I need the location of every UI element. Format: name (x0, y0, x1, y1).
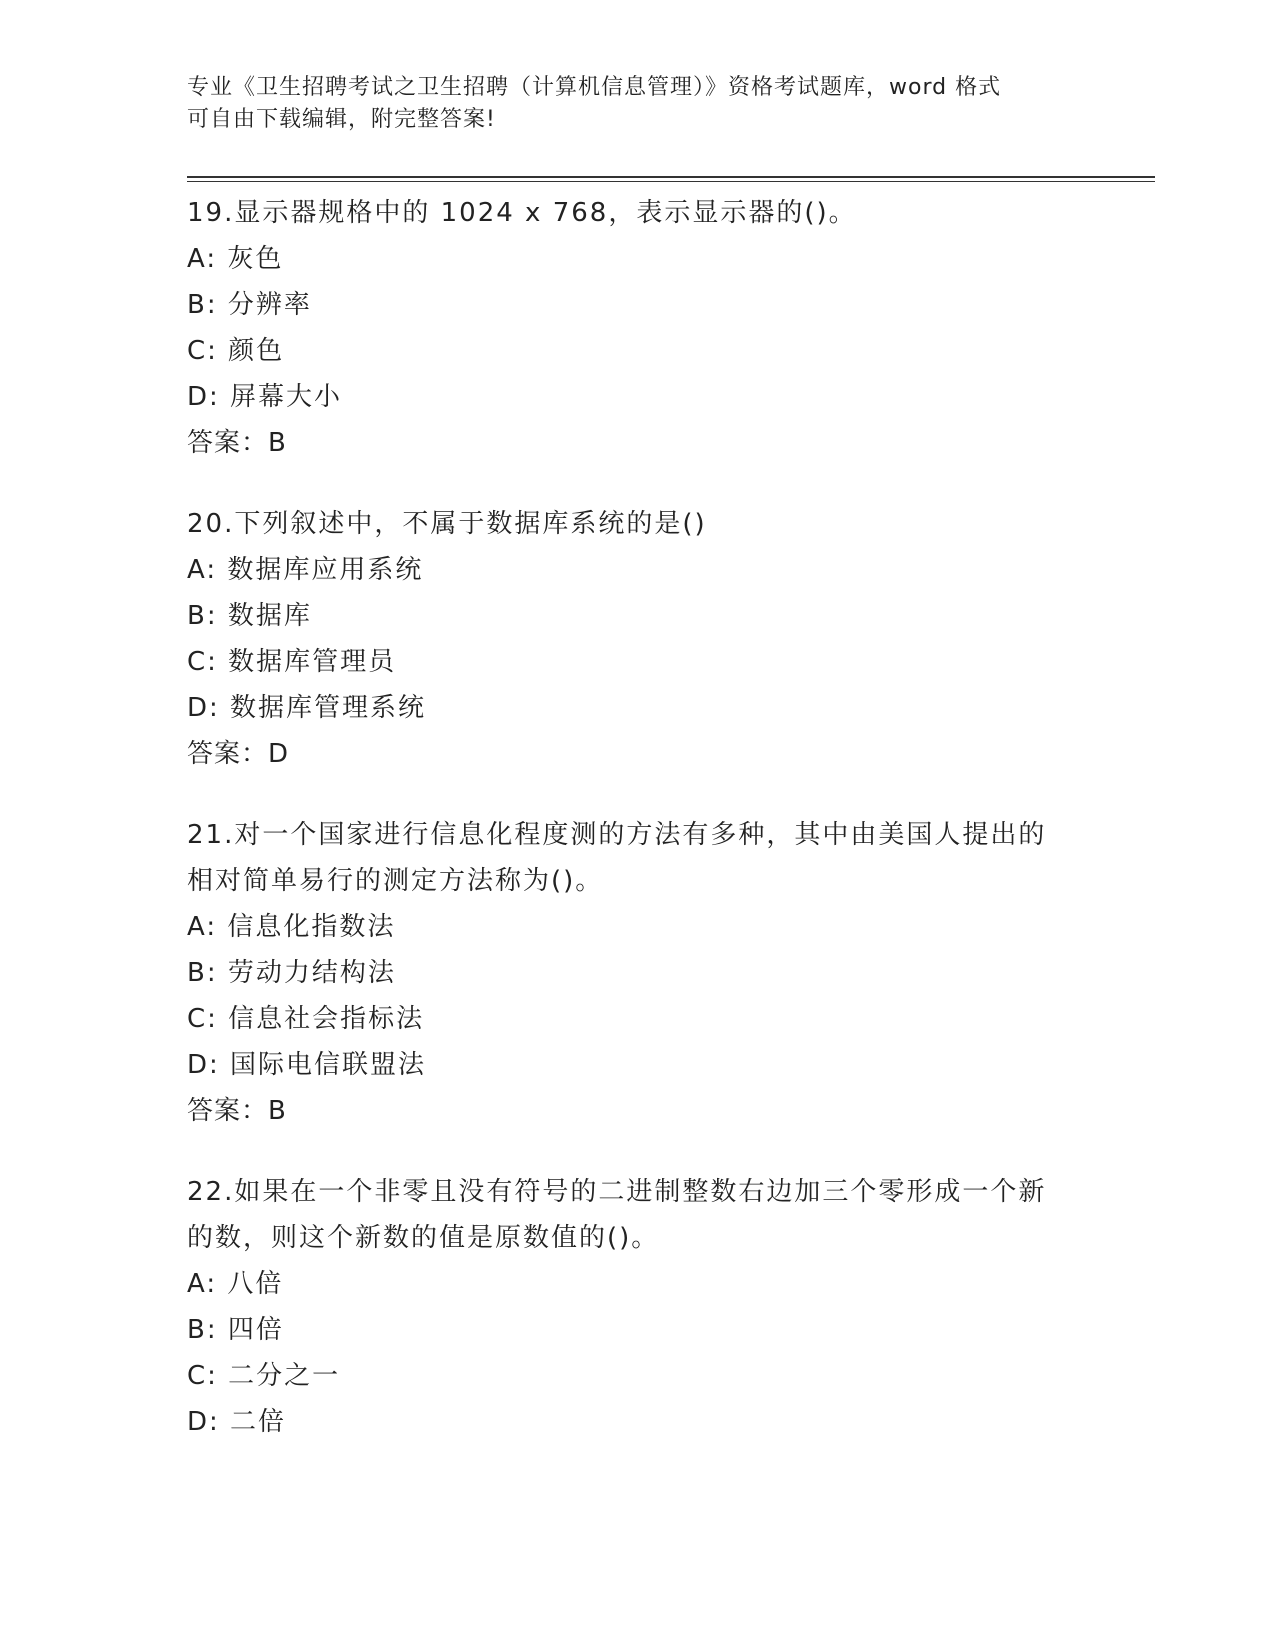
option-d: D: 国际电信联盟法 (187, 1050, 427, 1080)
option-d: D: 数据库管理系统 (187, 693, 427, 723)
document-header (187, 72, 1087, 136)
answer-label: 答案：B (187, 428, 287, 458)
question-stem-line: 的数，则这个新数的值是原数值的()。 (187, 1223, 660, 1253)
question-stem-line: 22.如果在一个非零且没有符号的二进制整数右边加三个零形成一个新 (187, 1177, 1047, 1207)
question-item (187, 1169, 1107, 1445)
header-line: 可自由下载编辑，附完整答案! (187, 107, 496, 132)
option-c: C: 信息社会指标法 (187, 1004, 425, 1034)
option-a: A: 灰色 (187, 244, 284, 274)
answer-label: 答案：D (187, 739, 290, 769)
option-d: D: 屏幕大小 (187, 382, 343, 412)
option-a: A: 数据库应用系统 (187, 555, 424, 585)
question-list (187, 190, 1107, 1480)
question-item (187, 501, 1107, 777)
question-stem-line: 20.下列叙述中，不属于数据库系统的是() (187, 509, 707, 539)
question-stem-line: 相对简单易行的测定方法称为()。 (187, 866, 604, 896)
option-b: B: 四倍 (187, 1315, 284, 1345)
question-item (187, 812, 1107, 1134)
header-line: 专业《卫生招聘考试之卫生招聘（计算机信息管理）》资格考试题库，word 格式 (187, 75, 1002, 100)
option-b: B: 数据库 (187, 601, 312, 631)
question-stem (187, 812, 1107, 904)
option-a: A: 八倍 (187, 1269, 284, 1299)
option-c: C: 二分之一 (187, 1361, 341, 1391)
answer-label: 答案：B (187, 1096, 287, 1126)
header-divider (187, 176, 1155, 178)
question-stem (187, 1169, 1107, 1261)
option-b: B: 劳动力结构法 (187, 958, 396, 988)
option-b: B: 分辨率 (187, 290, 312, 320)
header-divider-thin (187, 181, 1155, 182)
option-c: C: 颜色 (187, 336, 285, 366)
option-c: C: 数据库管理员 (187, 647, 397, 677)
option-d: D: 二倍 (187, 1407, 287, 1437)
question-stem (187, 501, 1107, 547)
question-stem-line: 19.显示器规格中的 1024 x 768，表示显示器的()。 (187, 198, 857, 228)
question-item (187, 190, 1107, 466)
option-a: A: 信息化指数法 (187, 912, 396, 942)
question-stem (187, 190, 1107, 236)
question-stem-line: 21.对一个国家进行信息化程度测的方法有多种，其中由美国人提出的 (187, 820, 1047, 850)
